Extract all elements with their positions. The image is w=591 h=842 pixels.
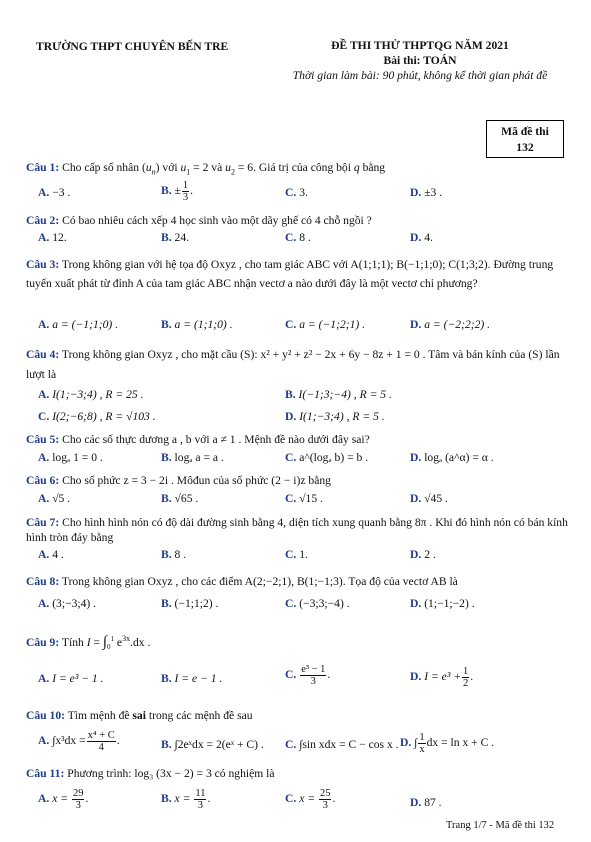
option-b[interactable]: B. I = e − 1 .: [161, 672, 223, 685]
answer-options: [38, 597, 568, 615]
question-text: Cho cấp số nhân: [62, 161, 140, 174]
question-label: Câu 10:: [26, 709, 65, 722]
option-a[interactable]: A. x = $\frac{29}{3}$ .: [38, 788, 89, 811]
exam-subject: Bài thi: TOÁN: [383, 54, 457, 67]
option-d[interactable]: D. logₐ (a^α) = α .: [410, 451, 494, 464]
option-c[interactable]: C. 8 .: [285, 231, 311, 244]
question-label: Câu 2:: [26, 214, 60, 227]
option-d[interactable]: D. √45 .: [410, 492, 448, 505]
question-text: Phương trình: log₃ (3x − 2) = 3 có nghiệm là: [67, 767, 275, 780]
question-text: bằng: [362, 161, 386, 174]
question-9: Câu 9: Tính $I = \int_0^1$ $e^{3x}.dx$ .: [26, 633, 151, 652]
question-text: Đường trung tuyến xuất phát từ đỉnh A của tam giác ABC nhận vectơ a nào dưới đây là một vectơ chỉ phương?: [26, 258, 554, 290]
question-label: Câu 11:: [26, 767, 65, 780]
question-text: Tìm mệnh đề: [67, 709, 130, 722]
question-2: [26, 212, 571, 229]
question-6: [26, 472, 571, 489]
option-d[interactable]: D. ±3 .: [410, 186, 443, 199]
option-a[interactable]: A. √5 .: [38, 492, 71, 505]
answer-options: [38, 548, 568, 566]
question-text: Tính: [61, 635, 84, 649]
question-text: của (S) lần lượt là: [26, 348, 560, 381]
option-a[interactable]: A. ∫x³dx = $\frac{\text{x⁴ + C}}{4}$ .: [38, 730, 120, 753]
answer-options: [38, 388, 568, 406]
option-a[interactable]: A. −3 .: [38, 186, 71, 199]
question-text: trong các mệnh đề sau: [148, 709, 253, 722]
question-label: Câu 4:: [26, 348, 60, 361]
option-b[interactable]: B. ∫2eˣdx = 2(eˣ + C) .: [161, 738, 264, 751]
option-d[interactable]: D. I(1;−3;4) , R = 5 .: [285, 410, 385, 423]
option-c[interactable]: C. 3.: [285, 186, 308, 199]
question-11: [26, 765, 571, 782]
option-a[interactable]: A. a = (−1;1;0) .: [38, 318, 119, 331]
option-c[interactable]: C. I(2;−6;8) , R = √103 .: [38, 410, 156, 423]
exam-code-label: Mã đề thi: [501, 125, 549, 138]
answer-options: [38, 318, 568, 336]
option-b[interactable]: B. ± $\frac{1}{3}$ .: [161, 180, 194, 203]
question-label: Câu 7:: [26, 516, 60, 529]
option-b[interactable]: B. a = (1;1;0) .: [161, 318, 233, 331]
option-d[interactable]: D. ∫ $\frac{1}{x}$ dx = ln x + C .: [400, 732, 495, 755]
question-text: sai: [132, 709, 146, 722]
option-a[interactable]: A. I = e³ − 1 .: [38, 672, 104, 685]
option-c[interactable]: C. a = (−1;2;1) .: [285, 318, 366, 331]
option-d[interactable]: D. (1;−1;−2) .: [410, 597, 475, 610]
answer-options: [38, 788, 568, 814]
question-10: [26, 707, 571, 724]
question-text: . Giá trị của công bội: [253, 161, 351, 174]
exam-code-box: [486, 120, 564, 158]
question-text: Cho các số thực dương a , b với a ≠ 1 . Mệnh đề nào dưới đây sai?: [62, 433, 370, 446]
school-name: TRƯỜNG THPT CHUYÊN BẾN TRE: [36, 40, 229, 53]
question-text: với: [162, 161, 178, 174]
answer-options: [38, 730, 568, 756]
option-d[interactable]: D. 2 .: [410, 548, 436, 561]
page-footer: Trang 1/7 - Mã đề thi 132: [446, 820, 555, 831]
question-4: [26, 345, 571, 385]
answer-options: [38, 492, 568, 510]
question-text: Cho hình hình nón có độ dài đường sinh bằng 4, diện tích xung quanh bằng 8π . Khi đó hình nón có bán kính hình tròn đáy bằng: [26, 516, 568, 544]
answer-options: [38, 180, 568, 204]
question-label: Câu 9:: [26, 635, 60, 649]
option-a[interactable]: A. (3;−3;4) .: [38, 597, 97, 610]
exam-time-note: Thời gian làm bài: 90 phút, không kể thời gian phát đề: [292, 69, 548, 82]
answer-options: [38, 410, 568, 428]
option-c[interactable]: C. √15 .: [285, 492, 323, 505]
option-b[interactable]: B. I(−1;3;−4) , R = 5 .: [285, 388, 392, 401]
exam-header: [270, 38, 570, 83]
question-text: Có bao nhiêu cách xếp 4 học sinh vào một dãy ghế có 4 chỗ ngồi ?: [62, 214, 372, 227]
question-text: Trong không gian Oxyz , cho các điểm A(2;−2;1), B(1;−1;3). Tọa độ của vectơ AB là: [61, 575, 458, 588]
option-d[interactable]: D. I = e³ + $\frac{1}{2}$ .: [410, 666, 474, 689]
option-b[interactable]: B. x = $\frac{11}{3}$ .: [161, 788, 211, 811]
question-text: Trong không gian Oxyz , cho mặt cầu (S): x² + y² + z² − 2x + 6y − 8z + 1 = 0 . Tâm và bán kính: [61, 348, 507, 361]
question-5: [26, 431, 571, 448]
question-1: Câu 1: Cho cấp số nhân $(u_n)$ với $u_1 = 2$ và $u_2 = 6$. Giá trị của công bội q bằng: [26, 161, 386, 177]
option-c[interactable]: C. $\frac{\text{e³ − 1}}{3}$ .: [285, 664, 331, 687]
option-b[interactable]: B. 8 .: [161, 548, 187, 561]
option-b[interactable]: B. (−1;1;2) .: [161, 597, 219, 610]
option-b[interactable]: B. 24.: [161, 231, 190, 244]
question-7: [26, 515, 571, 545]
option-c[interactable]: C. ∫sin xdx = C − cos x .: [285, 738, 399, 751]
question-text: và: [211, 161, 223, 174]
question-label: Câu 6:: [26, 474, 60, 487]
question-label: Câu 3:: [26, 258, 60, 271]
answer-options: [38, 664, 568, 690]
option-b[interactable]: B. logₐ a = a .: [161, 451, 224, 464]
option-d[interactable]: D. a = (−2;2;2) .: [410, 318, 491, 331]
exam-title: ĐỀ THI THỬ THPTQG NĂM 2021: [331, 39, 509, 52]
option-a[interactable]: A. I(1;−3;4) , R = 25 .: [38, 388, 144, 401]
exam-code-value: 132: [516, 141, 534, 154]
option-b[interactable]: B. √65 .: [161, 492, 199, 505]
answer-options: [38, 451, 568, 469]
option-a[interactable]: A. 4 .: [38, 548, 64, 561]
option-c[interactable]: C. x = $\frac{25}{3}$ .: [285, 788, 336, 811]
option-d[interactable]: D. 87 .: [410, 796, 442, 809]
question-label: Câu 8:: [26, 575, 60, 588]
question-3: [26, 255, 571, 293]
question-label: Câu 5:: [26, 433, 60, 446]
option-c[interactable]: C. a^(logₐ b) = b .: [285, 451, 369, 464]
option-c[interactable]: C. 1.: [285, 548, 308, 561]
option-d[interactable]: D. 4.: [410, 231, 433, 244]
option-c[interactable]: C. (−3;3;−4) .: [285, 597, 350, 610]
question-text: Trong không gian với hệ tọa độ Oxyz , cho tam giác ABC với A(1;1;1); B(−1;1;0); C(1;3;2).: [61, 258, 491, 271]
question-text: Cho số phức z = 3 − 2i . Môđun của số phức (2 − i)z bằng: [62, 474, 331, 487]
question-8: [26, 573, 571, 590]
question-label: Câu 1:: [26, 161, 60, 174]
answer-options: [38, 231, 568, 249]
option-a[interactable]: A. logₐ 1 = 0 .: [38, 451, 103, 464]
option-a[interactable]: A. 12.: [38, 231, 67, 244]
